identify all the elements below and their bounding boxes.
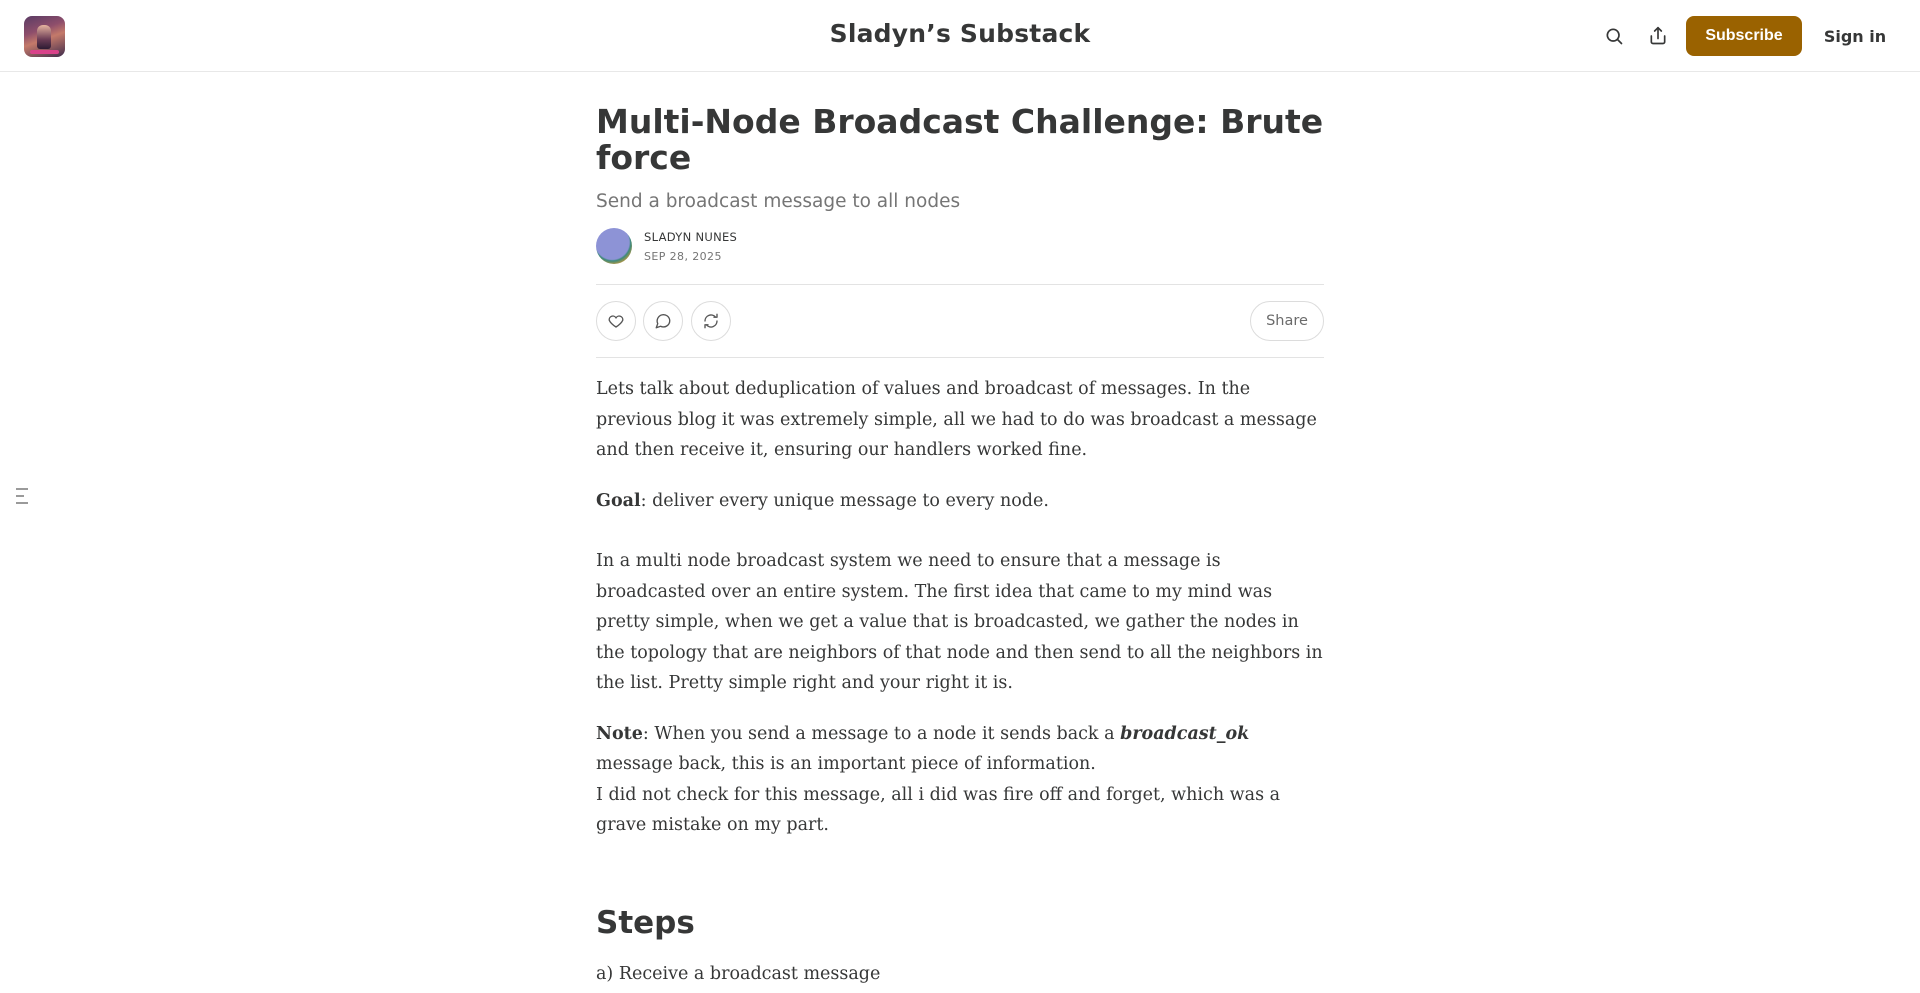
paragraph-note <box>596 719 1324 841</box>
note-code: broadcast_ok <box>1120 723 1250 744</box>
note-text-3: I did not check for this message, all i did was fire off and forget, which was a grave mistake on my part. <box>596 784 1281 835</box>
subscribe-button[interactable]: Subscribe <box>1686 16 1802 56</box>
share-upload-icon <box>1648 26 1668 46</box>
paragraph-intro: Lets talk about deduplication of values and broadcast of messages. In the previous blog it was extremely simple, all we had to do was broadcast a message and then receive it, ensuring our handlers worked fine. <box>596 379 1317 460</box>
post-title: Multi-Node Broadcast Challenge: Brute force <box>596 102 1324 177</box>
paragraph-approach: In a multi node broadcast system we need to ensure that a message is broadcasted over an entire system. The first idea that came to my mind was pretty simple, when we get a value that is broadcasted, we gather the nodes in the topology that are neighbors of that node and then send to all the neighbors in the list. Pretty simple right and your right it is. <box>596 551 1323 693</box>
like-button[interactable] <box>596 301 636 341</box>
share-button[interactable]: Share <box>1250 301 1324 341</box>
search-icon <box>1604 26 1624 46</box>
paragraph-goal <box>596 486 1324 517</box>
sign-in-button[interactable]: Sign in <box>1823 26 1887 46</box>
site-title[interactable]: Sladyn’s Substack <box>829 19 1091 48</box>
logo-base <box>30 50 59 54</box>
goal-label: Goal <box>596 490 641 511</box>
author-avatar[interactable] <box>596 228 632 264</box>
note-text-2: message back, this is an important piece of information. <box>596 754 1096 774</box>
heart-icon <box>607 312 625 330</box>
author-name[interactable]: SLADYN NUNES <box>644 230 738 244</box>
post-date: SEP 28, 2025 <box>644 250 722 263</box>
comment-icon <box>654 312 672 330</box>
note-text-1: : When you send a message to a node it sends back a <box>642 723 1121 744</box>
restack-icon <box>702 312 720 330</box>
post-body <box>596 374 1324 989</box>
note-label: Note <box>596 723 643 744</box>
goal-text: : deliver every unique message to every node. <box>640 490 1049 511</box>
comment-button[interactable] <box>643 301 683 341</box>
article <box>596 72 1324 989</box>
steps-heading: Steps <box>596 904 695 941</box>
post-subtitle: Send a broadcast message to all nodes <box>596 191 961 212</box>
share-top-button[interactable] <box>1644 22 1672 50</box>
outline-toggle-icon[interactable] <box>16 488 30 506</box>
top-bar <box>0 0 1920 72</box>
restack-button[interactable] <box>691 301 731 341</box>
byline <box>596 228 1324 264</box>
search-button[interactable] <box>1600 22 1628 50</box>
step-item: a) Receive a broadcast message <box>596 963 881 984</box>
post-action-bar <box>596 284 1324 358</box>
